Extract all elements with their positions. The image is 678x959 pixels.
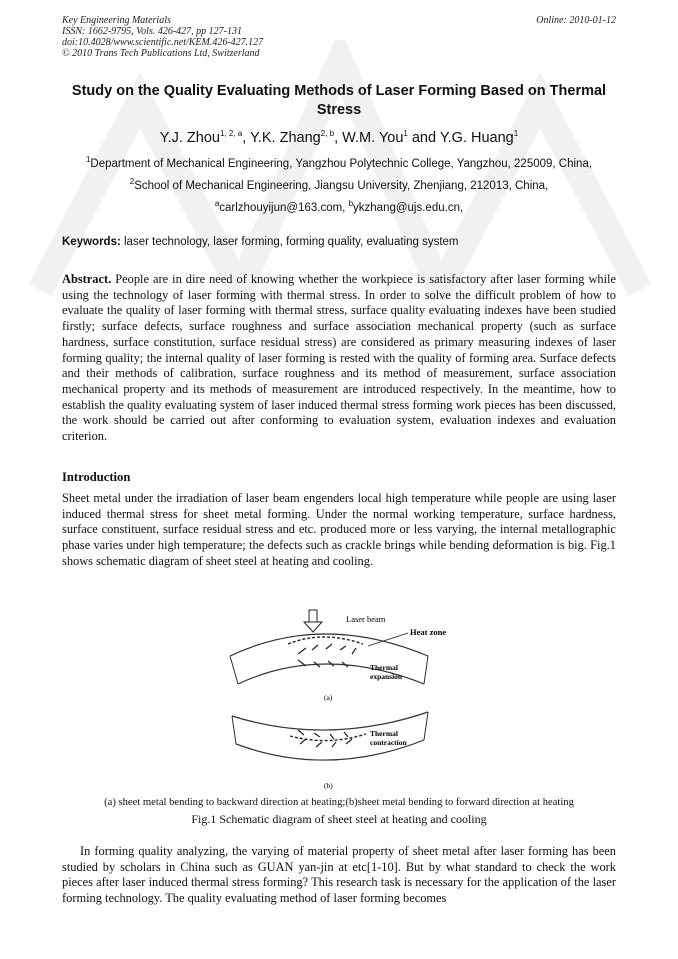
- running-header: [62, 15, 616, 59]
- heat-zone-label: Heat zone: [410, 627, 447, 637]
- abstract-label: Abstract.: [62, 272, 112, 286]
- online-date: Online: 2010-01-12: [536, 15, 616, 26]
- author-affil-sup: 2, b: [320, 129, 335, 139]
- journal-name: Key Engineering Materials: [62, 15, 171, 26]
- author-name: W.M. You: [342, 130, 404, 146]
- thermal-contraction-label-2: contraction: [370, 738, 407, 747]
- publisher-watermark: [0, 40, 678, 300]
- affiliation-2: [56, 177, 622, 192]
- author-name: Y.K. Zhang: [250, 130, 321, 146]
- doi-line: doi:10.4028/www.scientific.net/KEM.426-427.127: [62, 37, 264, 48]
- affil-text: School of Mechanical Engineering, Jiangsu University, Zhenjiang, 212013, China,: [134, 180, 549, 192]
- affil-sup: 1: [85, 155, 91, 165]
- author-name: Y.G. Huang: [439, 130, 514, 146]
- author-list: Y.J. Zhou$^{1, 2, a}$, Y.K. Zhang$^{2, b}$, W.M. You$^1$ and Y.G. Huang$^1$: [159, 129, 519, 146]
- email-a[interactable]: carlzhouyijun@163.com,: [219, 202, 346, 214]
- paper-title: Study on the Quality Evaluating Methods of Laser Forming Based on Thermal Stress: [71, 83, 607, 118]
- keywords-text: laser technology, laser forming, forming quality, evaluating system: [124, 236, 459, 248]
- email-b[interactable]: ykzhang@ujs.edu.cn,: [353, 202, 464, 214]
- email-sup: a: [214, 199, 220, 209]
- email-sup: b: [348, 199, 354, 209]
- affil-sup: 2: [129, 177, 135, 187]
- plate-b: [232, 712, 428, 760]
- affiliation-1: [56, 155, 622, 170]
- figure-1: [228, 608, 448, 796]
- copyright-line: © 2010 Trans Tech Publications Ltd, Switzerland: [62, 48, 260, 59]
- author-affil-sup: 1: [403, 129, 408, 139]
- abstract-text: People are in dire need of knowing whether the workpiece is satisfactory after laser forming while using the technology of laser forming with thermal stress. In order to solve the difficult problem of how to evaluate the quality of laser forming with thermal stress, surface quality evaluating indexes have been studied firstly; surface defects, surface roughness and surface association mechanical property (such as surface hardness, surface constitution, surface residual stress) are considered as primary measuring indexes of laser forming quality; the internal quality of laser forming is rested with the quality of forming area. Surface defects and their methods of calibration, surface roughness and its method of measurement, surface association mechanical property and its methods of measurement are introduced respectively. In the meantime, how to establish the quality evaluating system of laser induced thermal stress forming work pieces has been discussed, the work should be carried out after conforming to evaluation system, evaluation indexes and evaluation criterion.: [62, 272, 616, 444]
- laser-beam-label: Laser beam: [346, 614, 386, 624]
- thermal-contraction-label-1: Thermal: [370, 729, 398, 738]
- email-line: [56, 199, 622, 214]
- author-affil-sup: 1: [513, 129, 519, 139]
- author-name: Y.J. Zhou: [159, 130, 220, 146]
- author-affil-sup: 1, 2, a: [219, 129, 243, 139]
- figure-subcaption: (a) sheet metal bending to backward direction at heating;(b)sheet metal bending to forward direction at heating: [104, 797, 574, 808]
- label-b: (b): [324, 781, 333, 790]
- thermal-expansion-label-1: Thermal: [370, 663, 398, 672]
- issn-line: ISSN: 1662-9795, Vols. 426-427, pp 127-131: [62, 26, 242, 37]
- keywords-label: Keywords:: [62, 236, 121, 248]
- intro-paragraph-1: Sheet metal under the irradiation of laser beam engenders local high temperature while people are using laser induced thermal stress for sheet metal forming. Under the normal working temperature, surface hardness, surface constituent, surface residual stress and etc. produced more or less varying, the internal metallographic phase varies under high temperature; the defects such as crackle brings while bending deformation is big. Fig.1 shows schematic diagram of sheet steel at heating and cooling.: [62, 491, 616, 568]
- thermal-expansion-label-2: expansion: [370, 672, 403, 681]
- keywords: [62, 236, 616, 248]
- laser-beam-arrow: [304, 610, 322, 632]
- abstract: [62, 272, 616, 445]
- label-a: (a): [324, 693, 333, 702]
- affil-text: Department of Mechanical Engineering, Yangzhou Polytechnic College, Yangzhou, 225009, China,: [90, 158, 593, 170]
- figure-caption: Fig.1 Schematic diagram of sheet steel at heating and cooling: [191, 812, 487, 826]
- section-heading-introduction: Introduction: [62, 470, 131, 484]
- intro-paragraph-2: In forming quality analyzing, the varying of material property of sheet metal after laser forming has been studied by scholars in China such as GUAN yan-jin at etc[1-10]. But by what standard to check the work pieces after laser induced thermal stress forming? This research task is necessary for the application of the laser forming technology. The quality evaluating method of laser forming becomes: [62, 844, 616, 906]
